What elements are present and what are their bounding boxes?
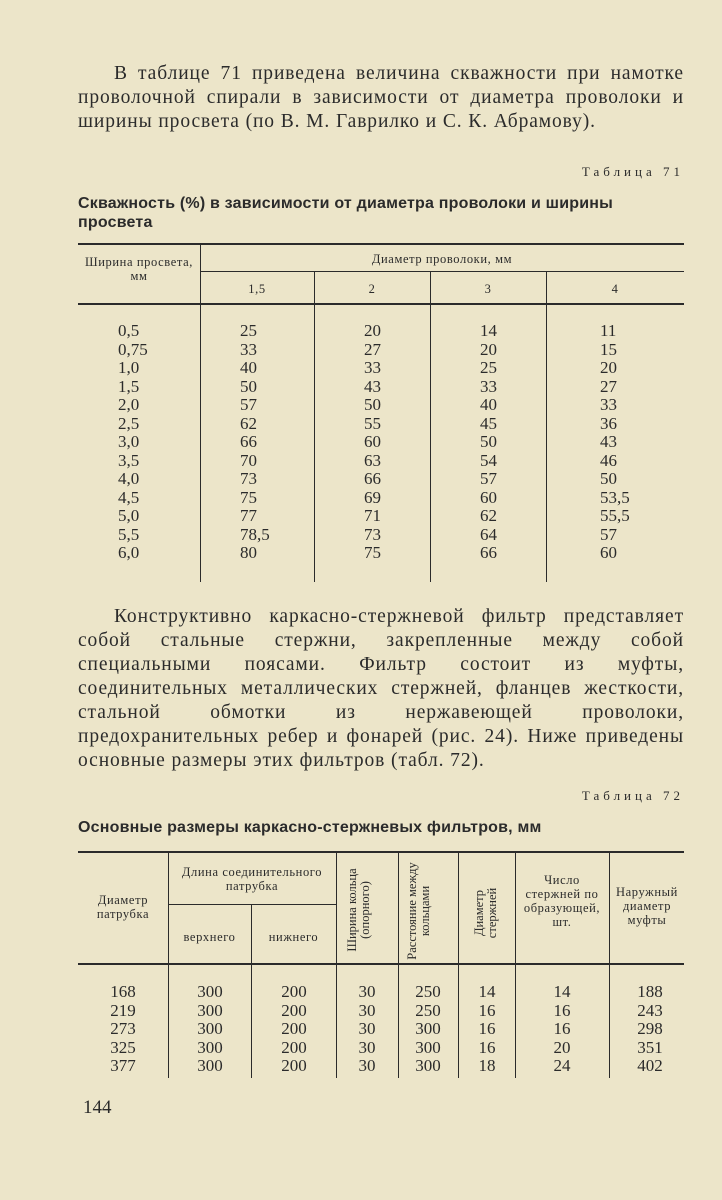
table-71-cell: 57 [600, 524, 617, 544]
table-71-group-header: Диаметр проволоки, мм [371, 252, 513, 266]
table-72-cell: 200 [281, 1019, 307, 1038]
table-71-cell: 78,5 [240, 524, 270, 544]
table-72-header-lower: нижнего [268, 930, 319, 944]
table-72-cell: 300 [197, 1000, 223, 1020]
table-71-cell: 33 [364, 358, 381, 377]
table-71-cell: 60 [600, 543, 617, 562]
table-72-cell: 30 [358, 982, 376, 1001]
table-71-cell: 63 [364, 450, 381, 470]
table-71-row-label: 1,0 [118, 358, 140, 377]
table-71-cell: 20 [364, 321, 381, 340]
table-71-cell: 60 [480, 487, 497, 507]
table-71-row-label: 6,0 [118, 543, 140, 562]
table-71-cell: 60 [364, 432, 381, 451]
table-72-row-label: 273 [110, 1019, 136, 1038]
table-71-row-label: 0,5 [118, 321, 140, 340]
table-71-row-label: 3,0 [118, 432, 140, 451]
table-72-vline-7 [609, 852, 610, 1078]
table-71-top-rule [78, 243, 684, 245]
table-71-cell: 75 [240, 487, 257, 507]
table-71-col-header: 4 [611, 282, 619, 296]
table-72-cell: 250 [415, 982, 441, 1001]
table-72-row-label: 219 [110, 1000, 136, 1020]
table-71-cell: 57 [480, 469, 497, 488]
table-72-cell: 188 [637, 982, 663, 1001]
table-71-cell: 77 [240, 506, 257, 525]
table-71-row-label: 5,5 [118, 524, 140, 544]
table-71-cell: 55 [364, 413, 381, 433]
table-71-cell: 64 [480, 524, 497, 544]
table-72-header-rod-count: Число стержней по образующей, шт. [523, 873, 601, 929]
table-71-row-label: 2,0 [118, 395, 140, 414]
table-71-row-label: 2,5 [118, 413, 140, 433]
table-71-cell: 25 [480, 358, 497, 377]
table-71-cell: 55,5 [600, 506, 630, 525]
table-72-cell: 20 [553, 1037, 571, 1057]
table-72-cell: 300 [197, 982, 223, 1001]
table-71-cell: 53,5 [600, 487, 630, 507]
table-72-cell: 300 [415, 1056, 441, 1075]
table-71-cell: 73 [240, 469, 257, 488]
table-71-cell: 62 [240, 413, 257, 433]
table-71-cell: 50 [240, 376, 257, 396]
table-72-cell: 200 [281, 982, 307, 1001]
table-72-cell: 30 [358, 1056, 376, 1075]
table-72-cell: 14 [478, 982, 496, 1001]
table-72-cell: 300 [197, 1019, 223, 1038]
table-71-cell: 70 [240, 450, 257, 470]
table-72-cell: 16 [553, 1019, 571, 1038]
table-72-vline-1 [168, 852, 169, 1078]
middle-paragraph-text: Конструктивно каркасно-стержневой фильтр представляет собой стальные стержни, закрепленные между собой специальными поясами. Фильтр состоит из муфты, соединительных металлических стержней, фланцев жесткости, стальной обмотки из нержавеющей проволоки, предохранительных ребер и фонарей (рис. 24). Ниже приведены основные размеры этих фильтров (табл. 72). [78, 606, 684, 771]
table-72-label: Таблица 72 [581, 788, 684, 803]
table-72-header-upper: верхнего [183, 930, 236, 944]
table-72-cell: 200 [281, 1037, 307, 1057]
table-71-row-label: 5,0 [118, 506, 140, 525]
table-71-cell: 33 [480, 376, 497, 396]
table-72-cell: 250 [415, 1000, 441, 1020]
table-72-cell: 300 [415, 1019, 441, 1038]
table-72-row-label: 377 [110, 1056, 136, 1075]
table-71-cell: 80 [240, 543, 257, 562]
intro-paragraph [78, 62, 684, 134]
table-71-cell: 45 [480, 413, 497, 433]
table-72-header-pipe-diameter: Диаметр патрубка [96, 893, 150, 921]
table-71-cell: 11 [600, 321, 617, 340]
table-72-cell: 200 [281, 1056, 307, 1075]
table-71-row-label: 1,5 [118, 376, 140, 396]
table-71-cell: 66 [240, 432, 257, 451]
table-72-cell: 351 [637, 1037, 663, 1057]
table-71-cell: 36 [600, 413, 617, 433]
table-71-cell: 57 [240, 395, 257, 414]
table-71-row-label: 4,5 [118, 487, 140, 507]
table-72-cell: 200 [281, 1000, 307, 1020]
table-71-cell: 14 [480, 321, 497, 340]
table-71-caption: Скважность (%) в зависимости от диаметра проволоки и ширины просвета [78, 195, 613, 231]
table-72-header-ring-spacing: Расстояние между кольцами [405, 862, 432, 960]
table-72-cell: 30 [358, 1037, 376, 1057]
table-71-row-header: Ширина просвета, мм [85, 255, 193, 283]
table-71-cell: 71 [364, 506, 381, 525]
table-72-cell: 24 [553, 1056, 571, 1075]
table-71-cell: 43 [364, 376, 381, 396]
table-71-col-header: 2 [368, 282, 376, 296]
table-72-row-label: 325 [110, 1037, 136, 1057]
table-72-cell: 30 [358, 1000, 376, 1020]
page-number: 144 [83, 1097, 112, 1118]
table-71-cell: 27 [364, 339, 381, 359]
table-72-cell: 16 [478, 1000, 496, 1020]
table-71-cell: 66 [364, 469, 381, 488]
table-71-vline-4 [546, 272, 547, 582]
table-71-cell: 69 [364, 487, 381, 507]
table-71-cell: 20 [600, 358, 617, 377]
table-72-cell: 16 [553, 1000, 571, 1020]
table-71-col-header: 3 [484, 282, 492, 296]
table-71-cell: 46 [600, 450, 617, 470]
table-71-cell: 50 [480, 432, 497, 451]
table-71-cell: 73 [364, 524, 381, 544]
table-72-cell: 300 [415, 1037, 441, 1057]
table-71-vline-2 [314, 272, 315, 582]
table-72-header-rod-diameter: Диаметр стержней [472, 887, 499, 939]
table-71-cell: 54 [480, 450, 497, 470]
table-72-cell: 300 [197, 1056, 223, 1075]
table-71-cell: 15 [600, 339, 617, 359]
table-72-header-connecting-length: Длина соединительного патрубка [181, 865, 323, 893]
table-71-label: Таблица 71 [581, 164, 684, 179]
table-71-cell: 25 [240, 321, 257, 340]
table-71-col-header: 1,5 [248, 282, 266, 296]
table-71-cell: 20 [480, 339, 497, 359]
table-71-cell: 33 [240, 339, 257, 359]
table-72-cell: 402 [637, 1056, 663, 1075]
table-71-row-label: 3,5 [118, 450, 140, 470]
middle-paragraph [78, 605, 684, 773]
table-72-cell: 298 [637, 1019, 663, 1038]
table-71-header-rule [78, 303, 684, 305]
table-71-cell: 75 [364, 543, 381, 562]
table-71-cell: 62 [480, 506, 497, 525]
table-72-cell: 16 [478, 1019, 496, 1038]
table-72-cell: 14 [553, 982, 571, 1001]
table-72-cell: 300 [197, 1037, 223, 1057]
table-72-row-label: 168 [110, 982, 136, 1001]
table-71-row-label: 0,75 [118, 339, 148, 359]
table-72-cell: 16 [478, 1037, 496, 1057]
intro-paragraph-text: В таблице 71 приведена величина скважности при намотке проволочной спирали в зависимости от диаметра проволоки и ширины просвета (по В. М. Гаврилко и С. К. Абрамову). [78, 63, 684, 132]
table-72-cell: 30 [358, 1019, 376, 1038]
table-72-caption: Основные размеры каркасно-стержневых фильтров, мм [78, 819, 542, 836]
table-71-cell: 40 [480, 395, 497, 414]
table-71-group-rule [200, 271, 684, 272]
table-72-group-rule [168, 904, 336, 905]
table-71-cell: 43 [600, 432, 617, 451]
table-71-vline-3 [430, 272, 431, 582]
table-71-cell: 50 [364, 395, 381, 414]
table-71-cell: 40 [240, 358, 257, 377]
table-72-cell: 243 [637, 1000, 663, 1020]
table-72-header-ring-width: Ширина кольца (опорного) [345, 868, 372, 952]
table-71-cell: 66 [480, 543, 497, 562]
table-71-cell: 50 [600, 469, 617, 488]
table-71-row-label: 4,0 [118, 469, 140, 488]
table-72-cell: 18 [478, 1056, 496, 1075]
table-71-cell: 27 [600, 376, 617, 396]
table-72-header-coupling-diameter: Наружный диаметр муфты [616, 885, 678, 927]
table-71-cell: 33 [600, 395, 617, 414]
